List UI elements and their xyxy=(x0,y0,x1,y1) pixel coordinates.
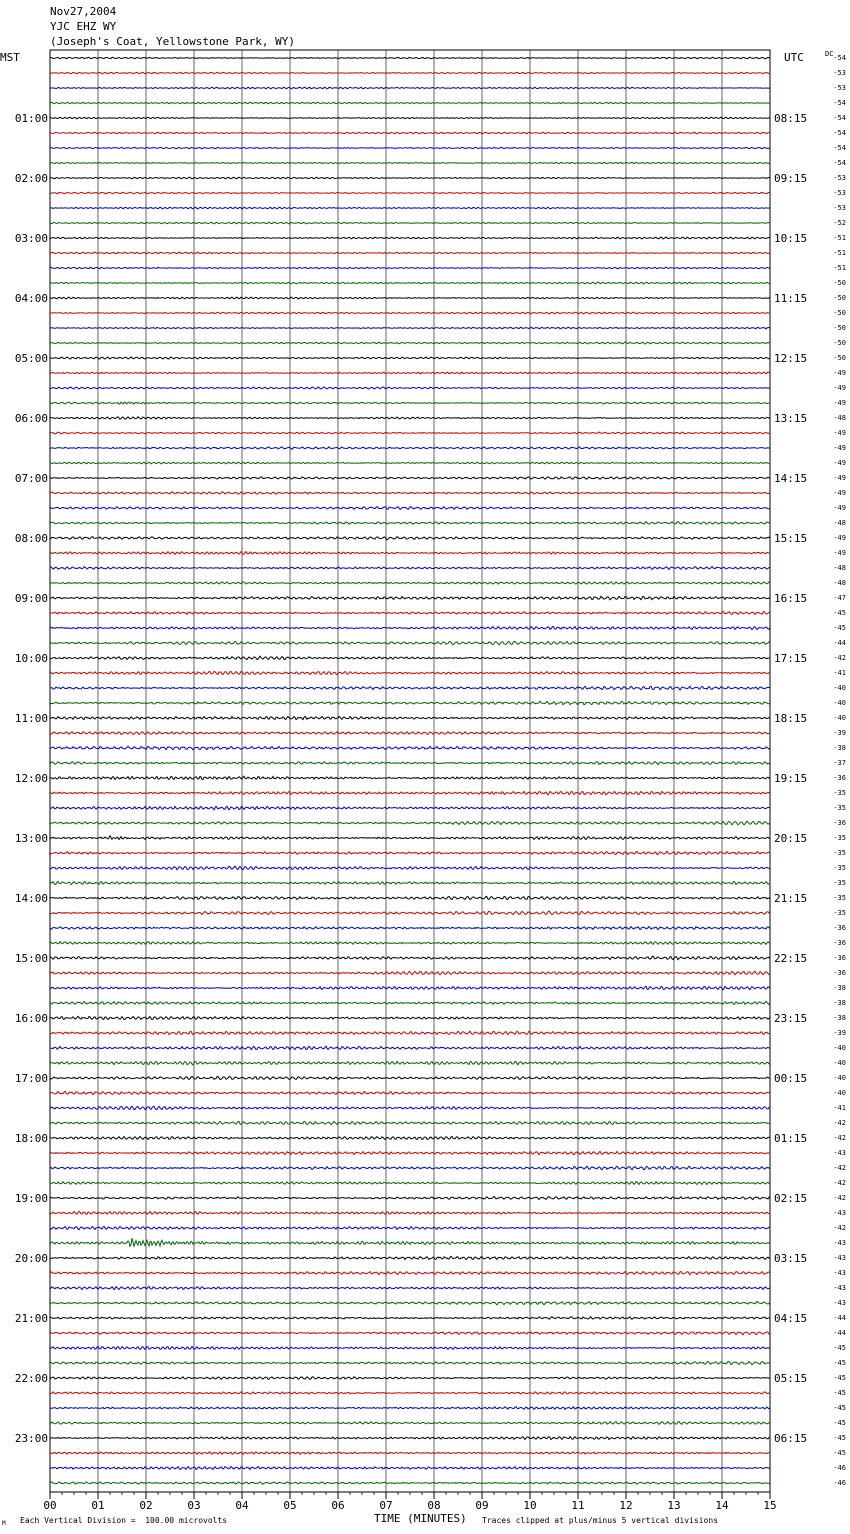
dc-offset-label: -44 xyxy=(833,639,846,647)
trace-68 xyxy=(50,1076,770,1079)
dc-offset-label: -38 xyxy=(833,744,846,752)
trace-47 xyxy=(50,762,770,765)
trace-7 xyxy=(50,162,770,163)
trace-17 xyxy=(50,312,770,314)
trace-19 xyxy=(50,342,770,344)
label-layer xyxy=(15,54,846,1512)
trace-12 xyxy=(50,237,770,239)
corner-mark: M xyxy=(2,1520,6,1527)
trace-4 xyxy=(50,117,770,119)
trace-63 xyxy=(50,1001,770,1004)
trace-16 xyxy=(50,297,770,299)
dc-offset-label: -35 xyxy=(833,879,846,887)
dc-offset-label: -42 xyxy=(833,1119,846,1127)
dc-label: DC xyxy=(825,50,834,58)
trace-1 xyxy=(50,72,770,74)
mst-hour-label: 06:00 xyxy=(14,412,48,425)
trace-33 xyxy=(50,552,770,555)
dc-offset-label: -53 xyxy=(833,84,846,92)
dc-offset-label: -49 xyxy=(833,474,846,482)
dc-offset-label: -50 xyxy=(833,354,846,362)
x-tick-label: 14 xyxy=(715,1499,729,1512)
x-tick-label: 12 xyxy=(619,1499,633,1512)
dc-offset-label: -53 xyxy=(833,189,846,197)
dc-offset-label: -52 xyxy=(833,219,846,227)
dc-offset-label: -45 xyxy=(833,1374,846,1382)
utc-hour-label: 00:15 xyxy=(774,1072,808,1085)
trace-69 xyxy=(50,1091,770,1094)
trace-38 xyxy=(50,626,770,629)
dc-offset-label: -35 xyxy=(833,864,846,872)
trace-24 xyxy=(50,417,770,420)
trace-13 xyxy=(50,252,770,254)
dc-offset-label: -45 xyxy=(833,624,846,632)
trace-54 xyxy=(50,866,770,870)
dc-offset-label: -51 xyxy=(833,234,846,242)
x-tick-label: 04 xyxy=(235,1499,249,1512)
dc-offset-label: -38 xyxy=(833,999,846,1007)
x-tick-label: 08 xyxy=(427,1499,441,1512)
trace-31 xyxy=(50,521,770,524)
x-tick-label: 06 xyxy=(331,1499,345,1512)
utc-hour-label: 17:15 xyxy=(774,652,808,665)
dc-offset-label: -45 xyxy=(833,1389,846,1397)
station-code: YJC EHZ WY xyxy=(50,20,117,33)
trace-28 xyxy=(50,477,770,480)
trace-94 xyxy=(50,1467,770,1470)
dc-offset-label: -51 xyxy=(833,264,846,272)
trace-92 xyxy=(50,1437,770,1440)
trace-62 xyxy=(50,986,770,990)
dc-offset-label: -46 xyxy=(833,1479,846,1487)
trace-91 xyxy=(50,1421,770,1424)
trace-89 xyxy=(50,1392,770,1394)
trace-52 xyxy=(50,836,770,840)
trace-70 xyxy=(50,1106,770,1109)
dc-offset-label: -48 xyxy=(833,579,846,587)
dc-offset-label: -53 xyxy=(833,204,846,212)
trace-71 xyxy=(50,1121,770,1124)
trace-88 xyxy=(50,1377,770,1380)
plot-frame xyxy=(50,50,770,1492)
trace-29 xyxy=(50,492,770,494)
trace-57 xyxy=(50,911,770,915)
trace-2 xyxy=(50,87,770,89)
dc-offset-label: -40 xyxy=(833,714,846,722)
x-axis-label: TIME (MINUTES) xyxy=(374,1512,467,1525)
utc-hour-label: 23:15 xyxy=(774,1012,808,1025)
trace-layer xyxy=(50,57,770,1484)
dc-offset-label: -50 xyxy=(833,324,846,332)
trace-74 xyxy=(50,1166,770,1170)
dc-offset-label: -37 xyxy=(833,759,846,767)
dc-offset-label: -40 xyxy=(833,1059,846,1067)
dc-offset-label: -48 xyxy=(833,564,846,572)
trace-18 xyxy=(50,327,770,329)
trace-85 xyxy=(50,1332,770,1335)
trace-60 xyxy=(50,956,770,960)
utc-hour-label: 08:15 xyxy=(774,112,808,125)
utc-hour-label: 04:15 xyxy=(774,1312,808,1325)
dc-offset-label: -54 xyxy=(833,99,846,107)
plot-date: Nov27,2004 xyxy=(50,5,117,18)
trace-77 xyxy=(50,1211,770,1214)
dc-offset-label: -43 xyxy=(833,1239,846,1247)
dc-offset-label: -53 xyxy=(833,174,846,182)
dc-offset-label: -36 xyxy=(833,924,846,932)
utc-hour-label: 03:15 xyxy=(774,1252,808,1265)
dc-offset-label: -40 xyxy=(833,684,846,692)
dc-offset-label: -42 xyxy=(833,654,846,662)
trace-27 xyxy=(50,462,770,464)
mst-hour-label: 23:00 xyxy=(14,1432,48,1445)
dc-offset-label: -49 xyxy=(833,444,846,452)
mst-hour-label: 05:00 xyxy=(14,352,48,365)
trace-95 xyxy=(50,1482,770,1484)
mst-hour-label: 01:00 xyxy=(14,112,48,125)
trace-30 xyxy=(50,507,770,510)
dc-offset-label: -49 xyxy=(833,399,846,407)
trace-42 xyxy=(50,686,770,690)
dc-offset-label: -43 xyxy=(833,1284,846,1292)
dc-offset-label: -35 xyxy=(833,849,846,857)
trace-5 xyxy=(50,132,770,134)
utc-hour-label: 01:15 xyxy=(774,1132,808,1145)
utc-hour-label: 06:15 xyxy=(774,1432,808,1445)
utc-hour-label: 15:15 xyxy=(774,532,808,545)
dc-offset-label: -44 xyxy=(833,1314,846,1322)
trace-65 xyxy=(50,1031,770,1035)
x-tick-label: 01 xyxy=(91,1499,105,1512)
trace-40 xyxy=(50,656,770,659)
dc-offset-label: -42 xyxy=(833,1194,846,1202)
dc-offset-label: -41 xyxy=(833,1104,846,1112)
mst-hour-label: 02:00 xyxy=(14,172,48,185)
utc-hour-label: 22:15 xyxy=(774,952,808,965)
dc-offset-label: -54 xyxy=(833,54,846,62)
mst-hour-label: 16:00 xyxy=(14,1012,48,1025)
trace-9 xyxy=(50,192,770,194)
dc-offset-label: -45 xyxy=(833,1344,846,1352)
trace-87 xyxy=(50,1361,770,1364)
trace-64 xyxy=(50,1016,770,1019)
x-tick-label: 13 xyxy=(667,1499,681,1512)
trace-59 xyxy=(50,942,770,945)
utc-hour-label: 05:15 xyxy=(774,1372,808,1385)
trace-36 xyxy=(50,596,770,600)
dc-offset-label: -42 xyxy=(833,1179,846,1187)
x-tick-label: 09 xyxy=(475,1499,489,1512)
trace-43 xyxy=(50,701,770,705)
utc-hour-label: 10:15 xyxy=(774,232,808,245)
x-tick-label: 15 xyxy=(763,1499,777,1512)
dc-offset-label: -49 xyxy=(833,459,846,467)
trace-76 xyxy=(50,1196,770,1199)
x-tick-label: 03 xyxy=(187,1499,201,1512)
mst-hour-label: 19:00 xyxy=(14,1192,48,1205)
mst-hour-label: 09:00 xyxy=(14,592,48,605)
dc-offset-label: -39 xyxy=(833,1029,846,1037)
trace-73 xyxy=(50,1151,770,1155)
mst-hour-label: 08:00 xyxy=(14,532,48,545)
trace-11 xyxy=(50,222,770,224)
trace-46 xyxy=(50,746,770,749)
mst-hour-label: 11:00 xyxy=(14,712,48,725)
dc-offset-label: -54 xyxy=(833,144,846,152)
station-location: (Joseph's Coat, Yellowstone Park, WY) xyxy=(50,35,296,48)
dc-offset-label: -35 xyxy=(833,834,846,842)
dc-offset-label: -39 xyxy=(833,729,846,737)
dc-offset-label: -45 xyxy=(833,1419,846,1427)
mst-label: MST xyxy=(0,51,20,64)
dc-offset-label: -36 xyxy=(833,774,846,782)
x-tick-label: 10 xyxy=(523,1499,537,1512)
scale-note: Each Vertical Division = 100.00 microvolts xyxy=(20,1516,228,1525)
trace-79 xyxy=(50,1238,770,1246)
trace-93 xyxy=(50,1452,770,1455)
trace-3 xyxy=(50,102,770,104)
utc-hour-label: 12:15 xyxy=(774,352,808,365)
mst-hour-label: 04:00 xyxy=(14,292,48,305)
dc-offset-label: -43 xyxy=(833,1209,846,1217)
dc-offset-label: -43 xyxy=(833,1254,846,1262)
trace-50 xyxy=(50,806,770,810)
trace-90 xyxy=(50,1407,770,1410)
mst-hour-label: 15:00 xyxy=(14,952,48,965)
dc-offset-label: -45 xyxy=(833,1404,846,1412)
dc-offset-label: -43 xyxy=(833,1299,846,1307)
utc-hour-label: 13:15 xyxy=(774,412,808,425)
trace-25 xyxy=(50,432,770,434)
trace-26 xyxy=(50,447,770,449)
dc-offset-label: -45 xyxy=(833,609,846,617)
utc-hour-label: 20:15 xyxy=(774,832,808,845)
dc-offset-label: -38 xyxy=(833,984,846,992)
dc-offset-label: -38 xyxy=(833,1014,846,1022)
mst-hour-label: 14:00 xyxy=(14,892,48,905)
dc-offset-label: -54 xyxy=(833,129,846,137)
trace-81 xyxy=(50,1272,770,1275)
trace-23 xyxy=(50,402,770,404)
trace-39 xyxy=(50,641,770,644)
dc-offset-label: -40 xyxy=(833,1089,846,1097)
dc-offset-label: -48 xyxy=(833,519,846,527)
utc-hour-label: 16:15 xyxy=(774,592,808,605)
x-tick-label: 11 xyxy=(571,1499,585,1512)
trace-78 xyxy=(50,1226,770,1229)
trace-67 xyxy=(50,1061,770,1064)
dc-offset-label: -43 xyxy=(833,1149,846,1157)
x-tick-label: 02 xyxy=(139,1499,153,1512)
trace-0 xyxy=(50,57,770,59)
dc-offset-label: -35 xyxy=(833,804,846,812)
dc-offset-label: -45 xyxy=(833,1434,846,1442)
dc-offset-label: -49 xyxy=(833,429,846,437)
utc-hour-label: 02:15 xyxy=(774,1192,808,1205)
dc-offset-label: -35 xyxy=(833,894,846,902)
dc-offset-label: -54 xyxy=(833,114,846,122)
dc-offset-label: -50 xyxy=(833,279,846,287)
dc-offset-label: -49 xyxy=(833,489,846,497)
trace-22 xyxy=(50,387,770,389)
trace-21 xyxy=(50,372,770,374)
dc-offset-label: -50 xyxy=(833,294,846,302)
utc-hour-label: 18:15 xyxy=(774,712,808,725)
trace-10 xyxy=(50,207,770,209)
dc-offset-label: -50 xyxy=(833,309,846,317)
dc-offset-label: -49 xyxy=(833,549,846,557)
dc-offset-label: -48 xyxy=(833,414,846,422)
mst-hour-label: 07:00 xyxy=(14,472,48,485)
mst-hour-label: 03:00 xyxy=(14,232,48,245)
trace-58 xyxy=(50,926,770,929)
utc-hour-label: 21:15 xyxy=(774,892,808,905)
dc-offset-label: -47 xyxy=(833,594,846,602)
dc-offset-label: -42 xyxy=(833,1164,846,1172)
trace-55 xyxy=(50,881,770,884)
trace-56 xyxy=(50,896,770,899)
utc-hour-label: 19:15 xyxy=(774,772,808,785)
dc-offset-label: -45 xyxy=(833,1449,846,1457)
trace-66 xyxy=(50,1046,770,1050)
trace-72 xyxy=(50,1136,770,1139)
trace-48 xyxy=(50,776,770,779)
mst-hour-label: 18:00 xyxy=(14,1132,48,1145)
trace-35 xyxy=(50,582,770,584)
dc-offset-label: -41 xyxy=(833,669,846,677)
utc-label: UTC xyxy=(784,51,804,64)
dc-offset-label: -49 xyxy=(833,504,846,512)
dc-offset-label: -36 xyxy=(833,954,846,962)
dc-offset-label: -42 xyxy=(833,1224,846,1232)
dc-offset-label: -49 xyxy=(833,369,846,377)
trace-80 xyxy=(50,1256,770,1259)
dc-offset-label: -36 xyxy=(833,939,846,947)
dc-offset-label: -36 xyxy=(833,819,846,827)
mst-hour-label: 12:00 xyxy=(14,772,48,785)
dc-offset-label: -50 xyxy=(833,339,846,347)
x-tick-label: 07 xyxy=(379,1499,393,1512)
trace-41 xyxy=(50,671,770,674)
dc-offset-label: -42 xyxy=(833,1134,846,1142)
trace-83 xyxy=(50,1302,770,1305)
trace-51 xyxy=(50,821,770,825)
mst-hour-label: 21:00 xyxy=(14,1312,48,1325)
x-tick-label: 05 xyxy=(283,1499,297,1512)
mst-hour-label: 13:00 xyxy=(14,832,48,845)
trace-44 xyxy=(50,716,770,719)
trace-8 xyxy=(50,177,770,179)
utc-hour-label: 09:15 xyxy=(774,172,808,185)
dc-offset-label: -49 xyxy=(833,384,846,392)
dc-offset-label: -46 xyxy=(833,1464,846,1472)
trace-61 xyxy=(50,971,770,974)
mst-hour-label: 10:00 xyxy=(14,652,48,665)
mst-hour-label: 17:00 xyxy=(14,1072,48,1085)
dc-offset-label: -40 xyxy=(833,1074,846,1082)
trace-53 xyxy=(50,851,770,854)
dc-offset-label: -40 xyxy=(833,699,846,707)
dc-offset-label: -44 xyxy=(833,1329,846,1337)
trace-15 xyxy=(50,282,770,284)
trace-86 xyxy=(50,1346,770,1349)
utc-hour-label: 11:15 xyxy=(774,292,808,305)
dc-offset-label: -35 xyxy=(833,909,846,917)
trace-75 xyxy=(50,1182,770,1185)
dc-offset-label: -54 xyxy=(833,159,846,167)
trace-49 xyxy=(50,791,770,795)
utc-hour-label: 14:15 xyxy=(774,472,808,485)
trace-84 xyxy=(50,1317,770,1320)
dc-offset-label: -36 xyxy=(833,969,846,977)
dc-offset-label: -35 xyxy=(833,789,846,797)
trace-37 xyxy=(50,611,770,614)
trace-34 xyxy=(50,567,770,570)
trace-45 xyxy=(50,732,770,735)
dc-offset-label: -45 xyxy=(833,1359,846,1367)
trace-6 xyxy=(50,147,770,148)
mst-hour-label: 22:00 xyxy=(14,1372,48,1385)
dc-offset-label: -53 xyxy=(833,69,846,77)
dc-offset-label: -51 xyxy=(833,249,846,257)
clip-note: Traces clipped at plus/minus 5 vertical divisions xyxy=(482,1516,719,1525)
dc-offset-label: -49 xyxy=(833,534,846,542)
x-tick-label: 00 xyxy=(43,1499,57,1512)
trace-20 xyxy=(50,357,770,359)
trace-14 xyxy=(50,267,770,269)
dc-offset-label: -43 xyxy=(833,1269,846,1277)
mst-hour-label: 20:00 xyxy=(14,1252,48,1265)
trace-82 xyxy=(50,1286,770,1289)
dc-offset-label: -40 xyxy=(833,1044,846,1052)
trace-32 xyxy=(50,537,770,540)
